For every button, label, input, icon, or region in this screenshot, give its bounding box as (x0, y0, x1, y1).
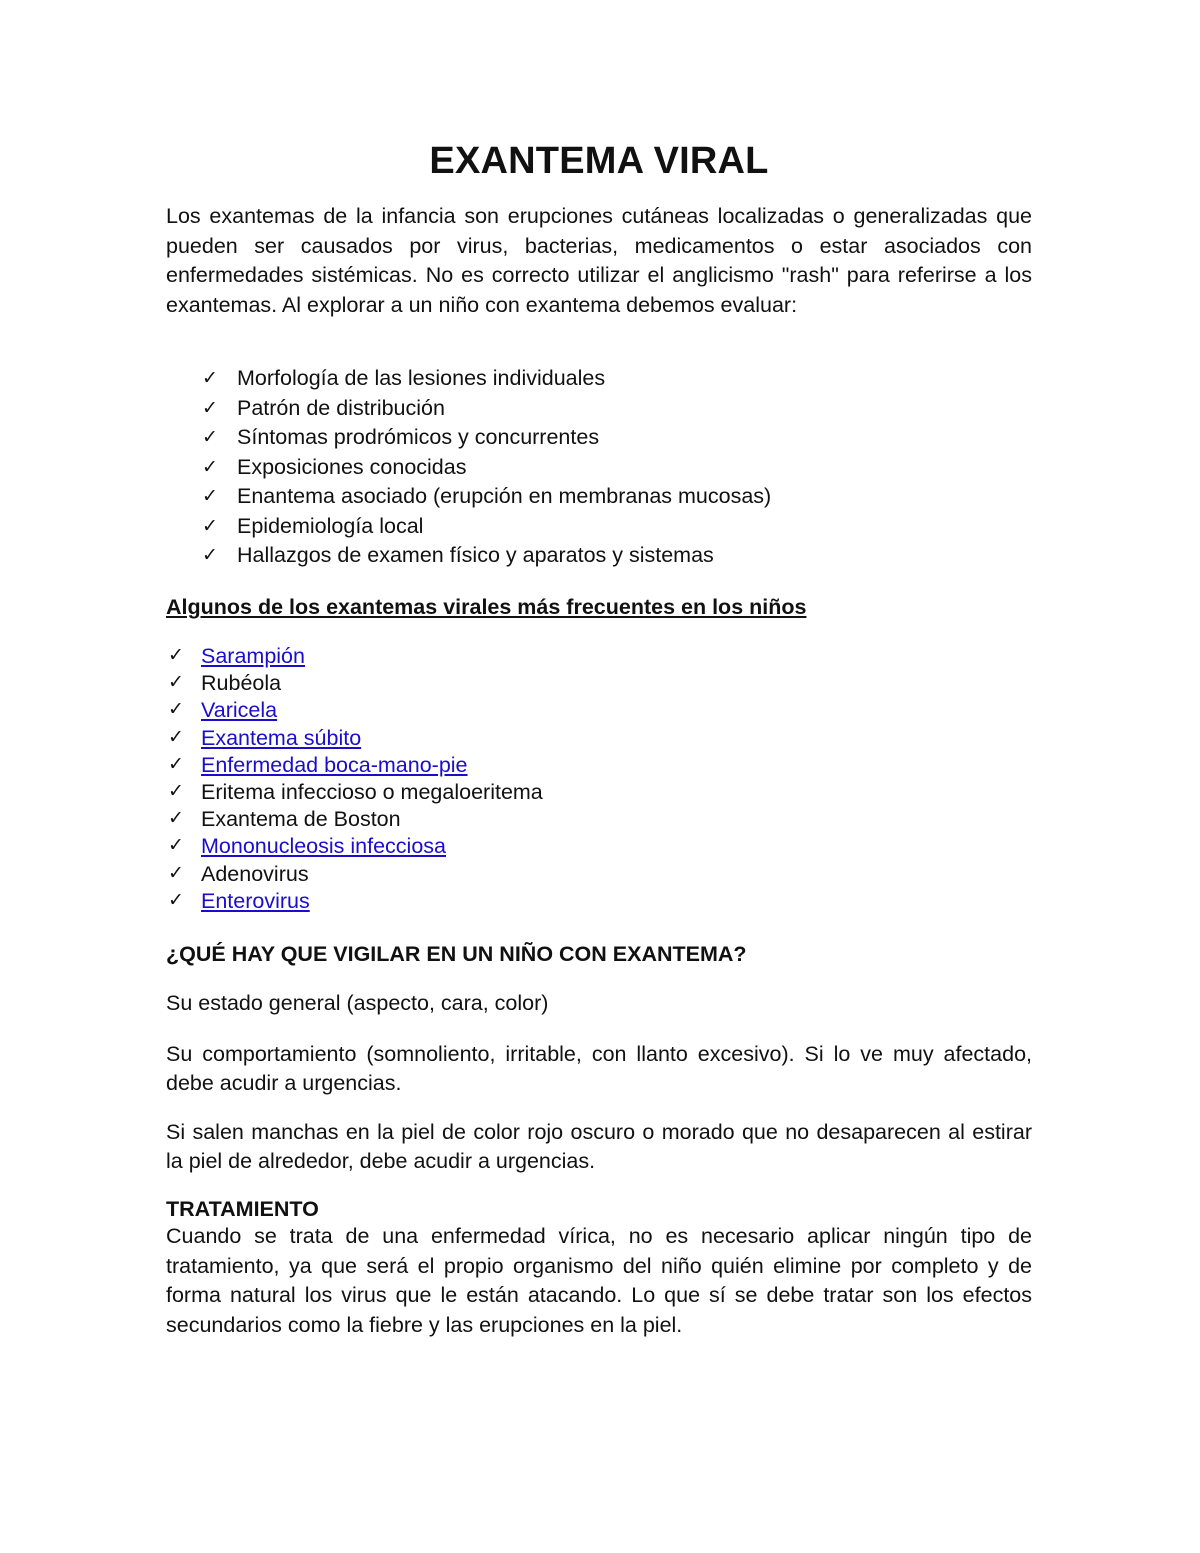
checkmark-icon: ✓ (168, 807, 184, 830)
list-item (202, 394, 771, 424)
link-exantema-subito[interactable]: Exantema súbito (201, 725, 362, 750)
checkmark-icon: ✓ (202, 485, 218, 507)
list-item-label: Síntomas prodrómicos y concurrentes (237, 425, 600, 449)
list-item-label: Patrón de distribución (237, 395, 445, 420)
checkmark-icon: ✓ (202, 455, 218, 478)
list-item (166, 725, 543, 752)
list-item-label: Adenovirus (201, 861, 309, 886)
list-item (202, 423, 771, 453)
intro-paragraph: Los exantemas de la infancia son erupciones cutáneas localizadas o generalizadas que pueden ser causados por virus, bacterias, medicamentos o estar asociados con enfermedades sistémicas. No es correcto utilizar el anglicismo "rash" para referirse a los exantemas. Al explorar a un niño con exantema debemos evaluar: (166, 204, 1032, 317)
list-item (166, 833, 543, 860)
frequent-exanthems-heading: Algunos de los exantemas virales más frecuentes en los niños (166, 595, 807, 619)
list-item-label: Enantema asociado (erupción en membranas mucosas) (237, 484, 772, 508)
watch-paragraph-general-state: Su estado general (aspecto, cara, color) (166, 991, 549, 1015)
checkmark-icon: ✓ (202, 514, 218, 537)
list-item (166, 752, 543, 779)
checkmark-icon: ✓ (202, 367, 218, 389)
list-item (166, 643, 543, 670)
list-item-label: Morfología de las lesiones individuales (237, 366, 606, 390)
watch-paragraph-spots: Si salen manchas en la piel de color rojo oscuro o morado que no desaparecen al estirar la piel de alrededor, debe acudir a urgencias. (166, 1120, 1032, 1173)
checkmark-icon: ✓ (168, 752, 184, 775)
list-item (202, 482, 771, 512)
list-item (166, 670, 543, 697)
list-item (166, 806, 543, 833)
checkmark-icon: ✓ (202, 396, 218, 419)
link-enfermedad-boca-mano-pie[interactable]: Enfermedad boca-mano-pie (201, 752, 468, 777)
checkmark-icon: ✓ (168, 834, 184, 857)
document-title: EXANTEMA VIRAL (429, 140, 769, 182)
link-mononucleosis-infecciosa[interactable]: Mononucleosis infecciosa (201, 834, 446, 859)
list-item-label: Epidemiología local (237, 513, 424, 538)
list-item (202, 364, 771, 394)
checkmark-icon: ✓ (202, 544, 218, 566)
checkmark-icon: ✓ (168, 644, 184, 666)
list-item-label: Hallazgos de examen físico y aparatos y sistemas (237, 543, 714, 567)
list-item-label: Exposiciones conocidas (237, 454, 467, 479)
list-item-label: Eritema infeccioso o megaloeritema (201, 780, 543, 805)
treatment-heading: TRATAMIENTO (166, 1197, 319, 1221)
checkmark-icon: ✓ (168, 861, 184, 884)
list-item (202, 453, 771, 483)
list-item (166, 697, 543, 724)
list-item-label: Exantema de Boston (201, 807, 401, 832)
checkmark-icon: ✓ (202, 426, 218, 448)
checkmark-icon: ✓ (168, 698, 184, 721)
evaluation-checklist (202, 364, 771, 571)
link-sarampion[interactable]: Sarampión (201, 644, 305, 668)
checkmark-icon: ✓ (168, 671, 184, 694)
list-item (202, 541, 771, 571)
watch-heading: ¿QUÉ HAY QUE VIGILAR EN UN NIÑO CON EXANTEMA? (166, 942, 747, 966)
link-enterovirus[interactable]: Enterovirus (201, 888, 310, 913)
treatment-paragraph: Cuando se trata de una enfermedad vírica, no es necesario aplicar ningún tipo de tratamiento, ya que será el propio organismo del niño quién elimine por completo y de forma natural los virus que le están atacando. Lo que sí se debe tratar son los efectos secundarios como la fiebre y las erupciones en la piel. (166, 1224, 1032, 1337)
link-varicela[interactable]: Varicela (201, 698, 278, 723)
frequent-exanthems-list (166, 643, 543, 915)
checkmark-icon: ✓ (168, 780, 184, 803)
list-item-label: Rubéola (201, 671, 282, 696)
list-item (166, 861, 543, 888)
checkmark-icon: ✓ (168, 725, 184, 748)
checkmark-icon: ✓ (168, 888, 184, 911)
list-item (166, 779, 543, 806)
watch-paragraph-behavior: Su comportamiento (somnoliento, irritable, con llanto excesivo). Si lo ve muy afectado, debe acudir a urgencias. (166, 1042, 1032, 1095)
list-item (166, 888, 543, 915)
list-item (202, 512, 771, 542)
